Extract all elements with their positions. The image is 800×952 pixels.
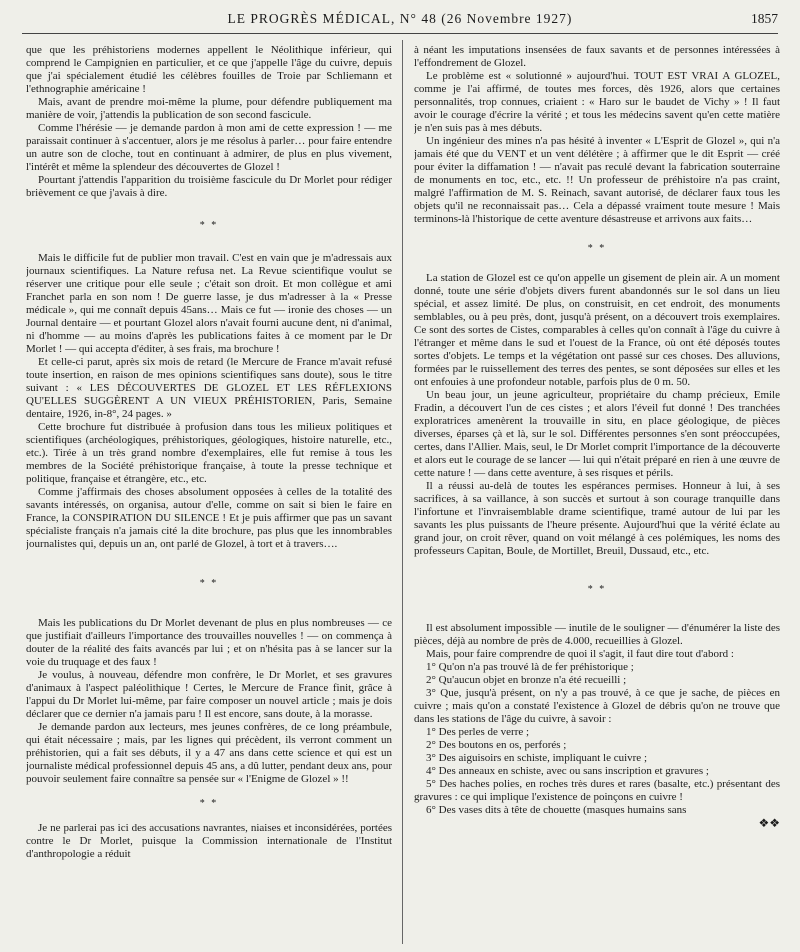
paragraph: 1° Qu'on n'a pas trouvé là de fer préhistorique ;	[426, 661, 634, 673]
paragraph: Le problème est « solutionné » aujourd'hui. TOUT EST VRAI A GLOZEL, comme je l'ai affirmé, de toutes mes forces, dès 1926, alors que certaines personnalités, trop connues, criaient : « Haro sur le baudet de Vichy » ! Il faut avoir le courage d'écrire la vérité ; et tous les médecins savent qu'en cette matière je n'en suis pas à mes débuts.	[414, 70, 780, 134]
paragraph: 6° Des vases dits à tête de chouette (masques humains sans	[426, 804, 687, 816]
paragraph: Cette brochure fut distribuée à profusion dans tous les milieux politiques et scientifiques (archéologiques, préhistoriques, géologiques, histoire naturelle, etc., etc.). Tirée à un très grand nombre d'exemplaires, elle fut remise à tous les membres de la Société préhistorique française, à toute la presse technique et politique, française et étrangère, etc., etc.	[26, 421, 392, 485]
paragraph: La station de Glozel est ce qu'on appelle un gisement de plein air. A un moment donné, toute une série d'objets divers furent abandonnés sur le sol dans un lieu spécial, et assez limité. De plus, on construisit, en cet endroit, des monuments semblables, ou à peu près, dont, jusqu'à présent, on a découvert trois exemplaires. Ce sont des sortes de Cistes, comparables à celles qu'on connaît à l'âge du cuivre à l'étranger et même dans le sud et l'ouest de la France, où ont été déposés toutes sortes d'objets. Le temps et la végétation ont passé sur ces choses. Des alluvions, formées par le ruissellement des terres des pentes, se sont déposées sur elles et les ont enfouies à une profondeur notable, parfois plus de 0 m. 50.	[414, 272, 780, 388]
page-header	[22, 9, 778, 34]
section-separator: * *	[199, 220, 219, 231]
section-separator: * *	[587, 584, 607, 595]
paragraph: 3° Que, jusqu'à présent, on n'y a pas trouvé, à ce que je sache, de pièces en cuivre ; mais qu'on a constaté l'existence à Glozel de débris qu'on ne trouve que dans les stations de l'âge du cuivre, à savoir :	[414, 687, 780, 725]
paragraph: Mais, avant de prendre moi-même la plume, pour défendre publiquement ma manière de voir, j'attendis la publication de son second fascicule.	[26, 96, 392, 121]
paragraph: Un ingénieur des mines n'a pas hésité à inventer « L'Esprit de Glozel », qui n'a jamais été que du VENT et un vent délétère ; à affirmer que le dit Esprit — créé pour éviter la diffamation ! — n'avait pas reculé devant la fabrication souterraine de monuments en toc, etc., etc. !! Un professeur de préhistoire n'a pas craint, malgré l'affirmation de M. S. Reinach, savant autorisé, de déclarer faux tous les objets qu'il ne reconnaissait pas… Cela a dépassé vraiment toute mesure ! Mais terminons-là l'historique de cette aventure désastreuse et arrivons aux faits…	[414, 135, 780, 225]
section-separator: * *	[587, 243, 607, 254]
end-ornament: ❖❖	[758, 816, 780, 830]
paragraph: à néant les imputations insensées de faux savants et de personnes intéressées à l'effondrement de Glozel.	[414, 44, 780, 69]
running-title: LE PROGRÈS MÉDICAL, N° 48 (26 Novembre 1927)	[227, 11, 573, 26]
paragraph: 2° Des boutons en os, perforés ;	[426, 739, 567, 751]
paragraph: Un beau jour, un jeune agriculteur, propriétaire du champ précieux, Emile Fradin, a découvert l'un de ces cistes ; et alors l'éveil fut donné ! Des tranchées exploratrices amenèrent la trouvaille in situ, en place géologique, de pièces diverses, éparses çà et là, sur le sol. Différentes personnes s'en sont préoccupées, certes, dans l'Allier. Mais, seul, le Dr Morlet comprit l'importance de la découverte et alors eut le courage de se lancer — lui qui n'était préparé en rien à une œuvre de cette nature ! — dans cette aventure, à ses risques et périls.	[414, 389, 780, 479]
paragraph: Il a réussi au-delà de toutes les espérances permises. Honneur à lui, à ses sacrifices, à sa vaillance, à son succès et surtout à son courage tranquille dans l'infortune et l'invraisemblable drame scientifique, tramé autour de lui par les savants les plus puissants de l'heure présente. Aujourd'hui que la vérité éclate au grand jour, on croit rêver, quand on voit mélangé à ces polémiques, les noms des professeurs Capitan, Boule, de Mortillet, Breuil, Dussaud, etc., etc.	[414, 480, 780, 557]
paragraph: Mais, pour faire comprendre de quoi il s'agit, il faut dire tout d'abord :	[426, 648, 734, 660]
paragraph: 3° Des aiguisoirs en schiste, impliquant le cuivre ;	[426, 752, 647, 764]
section-separator: * *	[199, 578, 219, 589]
page-number: 1857	[751, 11, 778, 26]
paragraph: 2° Qu'aucun objet en bronze n'a été recueilli ;	[426, 674, 627, 686]
section-separator: * *	[199, 798, 219, 809]
paragraph: Mais le difficile fut de publier mon travail. C'est en vain que je m'adressais aux journaux scientifiques. La Nature refusa net. La Revue scientifique voulut se réserver une critique pour elle seule ; c'était son droit. Et mon collègue et ami Franchet parla en son nom ! De guerre lasse, je dus m'adresser à la « Presse médicale », qui me connaît depuis 45ans… Mais ce fut — ironie des choses — un Journal dentaire — et pourtant Glozel alors n'avait fourni aucune dent, ni d'animal, ni d'homme — au moins d'après les publications faites à ce moment par le Dr Morlet ! — qui accepta d'éditer, à ses frais, ma brochure !	[26, 252, 392, 355]
right-column	[414, 44, 780, 944]
paragraph: Mais les publications du Dr Morlet devenant de plus en plus nombreuses — ce que justifiait d'ailleurs l'importance des trouvailles nouvelles ! — on commença à douter de la réalité des faits avancés par lui ; et on n'hésita pas à se lancer sur la voie du truquage et des faux !	[26, 617, 392, 668]
paragraph: Je demande pardon aux lecteurs, mes jeunes confrères, de ce long préambule, qui était nécessaire ; mais, par les lignes qui précèdent, ils verront comment un préhistorien, qui a fait ses débuts, il y a 47 ans dans cette science et qui est un journaliste médical professionnel depuis 45 ans, a dû lutter, pendant deux ans, pour pouvoir seulement faire connaître sa pensée sur « l'Enigme de Glozel » !!	[26, 721, 392, 785]
paragraph: Comme j'affirmais des choses absolument opposées à celles de la totalité des savants intéressés, on organisa, autour d'elle, comme on sait si bien le faire en France, la CONSPIRATION DU SILENCE ! Et je puis affirmer que pas un savant spécialiste français n'a jamais cité la dite brochure, pas plus que les innombrables journalistes qui, depuis un an, ont parlé de Glozel, à tort et à travers….	[26, 486, 392, 550]
paragraph: Pourtant j'attendis l'apparition du troisième fascicule du Dr Morlet pour rédiger brièvement ce que j'avais à dire.	[26, 174, 392, 199]
column-rule	[402, 40, 403, 944]
paragraph: Je voulus, à nouveau, défendre mon confrère, le Dr Morlet, et ses gravures d'animaux à l'aspect paléolithique ! Certes, le Mercure de France finit, grâce à l'appui du Dr Morlet lui-même, par faire composer un nouvel article ; mais je dois déclarer que ce dernier n'a jamais paru ! Il est encore, sans doute, à la morasse.	[26, 669, 392, 720]
paragraph: Il est absolument impossible — inutile de le souligner — d'énumérer la liste des pièces, déjà au nombre de près de 4.000, recueillies à Glozel.	[414, 622, 780, 647]
paragraph: 4° Des anneaux en schiste, avec ou sans inscription et gravures ;	[426, 765, 709, 777]
paragraph: 5° Des haches polies, en roches très dures et rares (basalte, etc.) présentant des gravures : ce qui implique l'existence de poinçons en cuivre !	[414, 778, 780, 803]
paragraph: Comme l'hérésie — je demande pardon à mon ami de cette expression ! — me paraissait continuer à s'accentuer, alors je me résolus à parler… pour faire entendre un autre son de cloche, tout en continuant à admirer, de plus en plus vivement, l'intérêt et même la splendeur des découvertes de Glozel !	[26, 122, 392, 173]
paragraph: Je ne parlerai pas ici des accusations navrantes, niaises et inconsidérées, portées contre le Dr Morlet, puisque la Commission internationale de l'Institut d'anthropologie a réduit	[26, 822, 392, 860]
paragraph: 1° Des perles de verre ;	[426, 726, 530, 738]
paragraph: Et celle-ci parut, après six mois de retard (le Mercure de France m'avait refusé toute insertion, en raison de mes opinions scientifiques sans doute), sous le titre suivant : « LES DÉCOUVERTES DE GLOZEL ET LES RÉFLEXIONS QU'ELLES SUGGÈRENT A UN VIEUX PRÉHISTORIEN, Paris, Semaine dentaire, 1926, in-8°, 24 pages. »	[26, 356, 392, 420]
paragraph: que que les préhistoriens modernes appellent le Néolithique inférieur, qui comprend le Campignien en particulier, et ce que j'appelle l'âge du cuivre, depuis que j'ai spécialement étudié les célèbres fouilles de Troie par Schliemann et l'ethnographie américaine !	[26, 44, 392, 95]
left-column	[26, 44, 392, 944]
